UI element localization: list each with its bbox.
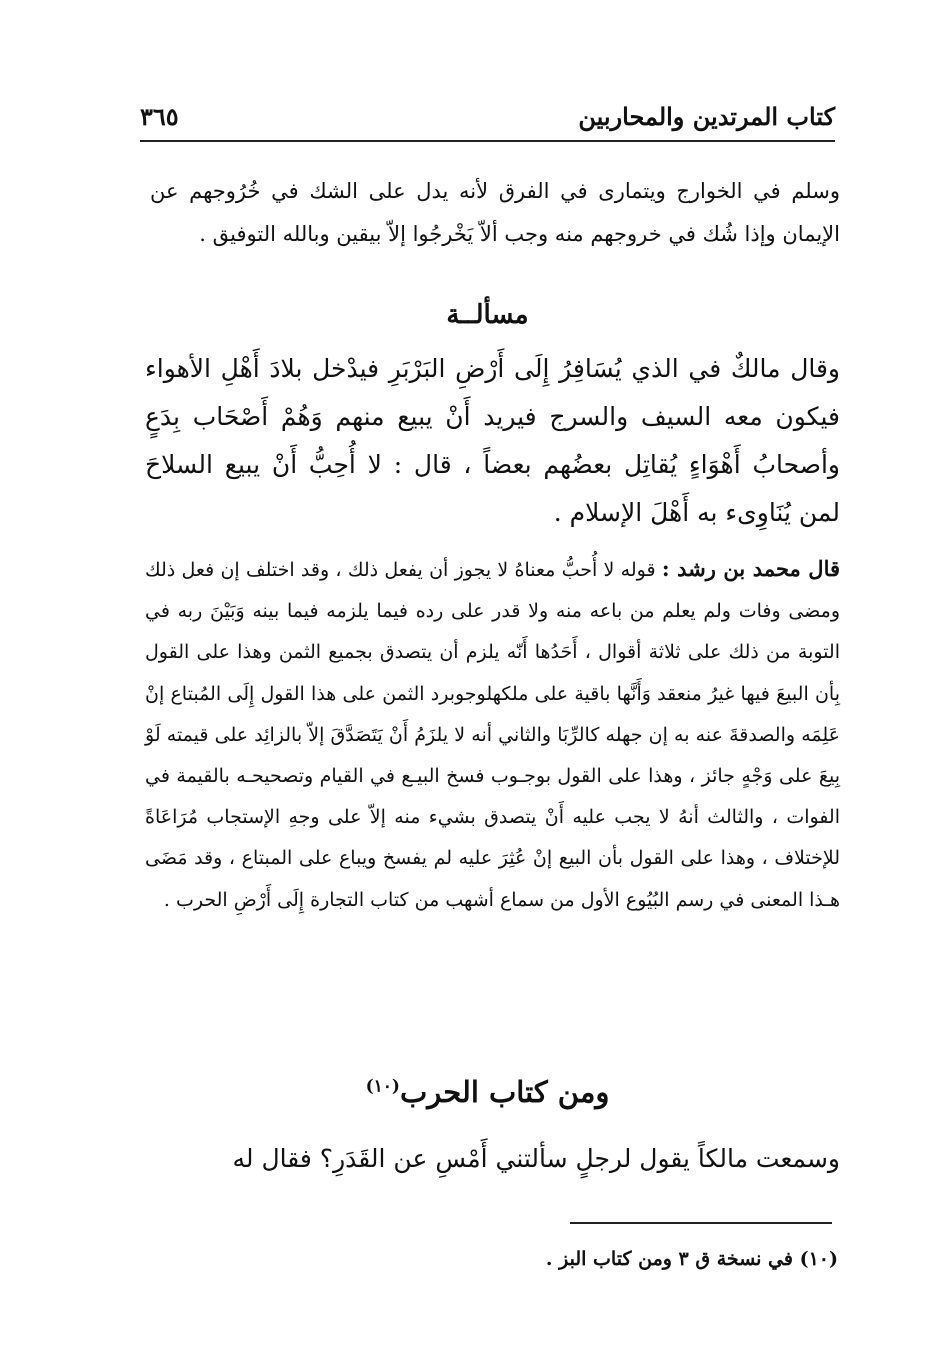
book-title: كتاب المرتدين والمحاربين [578, 102, 835, 131]
section-heading-kitab-alharb [140, 1075, 835, 1109]
section-text-masala: وقال مالكٌ في الذي يُسَافِرُ إِلَى أَرْضِ البَرْبَرِ فيدْخل بلادَ أَهْلِ الأهواء فيكون معه السيف والسرج فيريد أَنْ يبيع منهم وَهُمْ أَصْحَاب بِدَعٍ وأصحابُ أَهْوَاءٍ يُقاتِل بعضُهم بعضاً ، قال : لا أُحِبُّ أَنْ يبيع السلاحَ لمن يُنَاوِىء به أَهْلَ الإسلام . [145, 354, 840, 527]
intro-paragraph: وسلم في الخوارج ويتمارى في الفرق لأنه يدل على الشك في خُرُوجهم عن الإيمان وإذا شُك في خروجهم منه وجب ألاّ يَخْرجُوا إلاّ بيقين وبالله التوفيق . [150, 179, 840, 246]
running-header [140, 100, 835, 142]
section-heading-masala: مسألــة [446, 300, 529, 330]
footnote-reference: (١٠) [365, 1076, 400, 1097]
commentary-text: قوله لا أُحبُّ معناهُ لا يجوز أن يفعل ذلك ، وقد اختلف إن فعل ذلك ومضى وفات ولم يعلم من باعه منه ولا قدر على رده فيما يلزمه فيما بينه وَبَيْنَ ربه في التوبة من ذلك على ثلاثة أقوال ، أَحَدُها أَنّه يلزم أن يتصدق بجميع الثمن وهذا على القول بِأن البيعَ فيها غيرُ منعقد وَأَنَّها باقية على ملكهلوجوبرد الثمن على هذا القول إِلَى المُبتاع إنْ عَلِمَه والصدقةَ عنه به إن جهله كالرِّبَا والثاني أنه لا يلزَمُ أَنْ يَتَصَدَّقَ إلاّ بالزائِد على قيمته لَوْ بِيعَ على وَجْهٍ جائز ، وهذا على القول بوجـوب فسخ البيـع في القيام وتصحيحـه بالقيمة في الفوات ، والثالث أنهُ لا يجب عليه أَنْ يتصدق بشيء منه إلاّ على وجهِ الإستجاب مُرَاعَاةً للإختلاف ، وهذا على القول بأن البيع إنْ عُثِرَ عليه لم يفسخ ويباع على المبتاع ، وقد مَضَى هـذا المعنى في رسم البُيُوع الأول من سماع أشهب من كتاب التجارة إِلَى أَرْضِ الحرب . [145, 559, 840, 911]
commentary-speaker: قال محمد بن رشد : [661, 556, 841, 581]
page-number: ٣٦٥ [140, 102, 179, 131]
commentary-paragraph [145, 548, 840, 921]
footnote: (١٠) في نسخة ق ٣ ومن كتاب البز . [545, 1248, 838, 1270]
footnote-divider [570, 1222, 832, 1224]
section-text-kitab-alharb: وسمعت مالكاً يقول لرجلٍ سألتني أَمْسِ عن القَدَرِ؟ فقال له [232, 1144, 840, 1173]
section-heading-text: ومن كتاب الحرب [399, 1075, 610, 1109]
